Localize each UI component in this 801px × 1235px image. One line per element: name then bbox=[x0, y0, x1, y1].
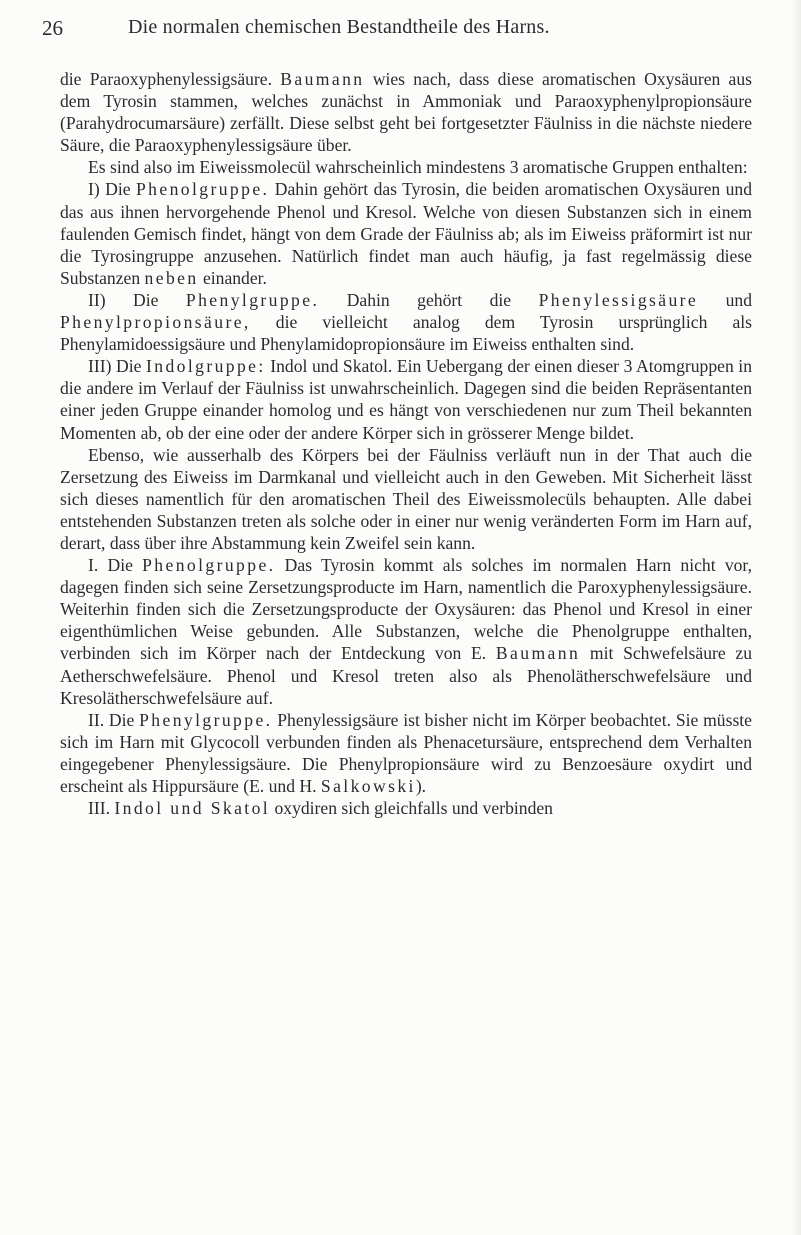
text-run: I) Die bbox=[88, 179, 136, 200]
body-text bbox=[60, 68, 752, 819]
paragraph bbox=[60, 355, 752, 443]
author-name: Baumann bbox=[495, 643, 581, 664]
text-run: einander. bbox=[198, 267, 267, 288]
emphasis: Phenylessigsäure bbox=[538, 289, 699, 310]
text-run: die vielleicht analog dem Tyrosin ursprünglich als Phenylamidoessigsäure und Phenylamidopropionsäure im Eiweiss enthalten sind. bbox=[60, 312, 752, 355]
text-run: mit Schwefelsäure zu Aetherschwefelsäure. Phenol und Kresol treten also als Phenolätherschwefelsäure und Kresolätherschwefelsäure auf. bbox=[60, 643, 752, 708]
text-run: I. Die bbox=[88, 555, 143, 576]
text-run: Phenylessigsäure ist bisher nicht im Körper beobachtet. Sie müsste sich im Harn mit Glycocoll verbunden finden als Phenacetursäure, entsprechend dem Verhalten eingegebener Phenylessigsäure. Die Phenylpropionsäure wird zu Benzoesäure oxydirt und erscheint als Hippursäure (E. und H. bbox=[60, 709, 752, 796]
text-run: Dahin gehört das Tyrosin, die beiden aromatischen Oxysäuren und das aus ihnen hervorgehende Phenol und Kresol. Welche von diesen Substanzen sich in einem faulenden Gemisch findet, hängt von dem Grade der Fäulniss ab; als im Eiweiss präformirt ist nur die Tyrosingruppe anzusehen. Natürlich findet man auch häufig, ja fast regelmässig diese Substanzen bbox=[60, 179, 753, 288]
paragraph bbox=[60, 797, 752, 819]
paragraph bbox=[60, 289, 752, 355]
text-run: oxydiren sich gleichfalls und verbinden bbox=[270, 798, 553, 819]
page-header bbox=[42, 16, 742, 46]
section-heading: Phenylgruppe. bbox=[139, 709, 273, 730]
section-heading: Indol und Skatol bbox=[114, 798, 271, 819]
emphasis: Phenylpropionsäure, bbox=[60, 312, 251, 333]
text-run: und bbox=[698, 289, 753, 310]
paragraph bbox=[60, 156, 752, 178]
page-number: 26 bbox=[42, 16, 63, 40]
section-heading: Phenylgruppe. bbox=[185, 289, 320, 310]
page-edge-shadow bbox=[791, 0, 801, 1235]
running-title: Die normalen chemischen Bestandtheile des Harns. bbox=[128, 16, 550, 38]
text-run: III) Die bbox=[88, 356, 146, 377]
text-run: Dahin gehört die bbox=[319, 289, 539, 310]
section-heading: Phenolgruppe. bbox=[142, 555, 276, 576]
text-run: die Paraoxyphenylessigsäure. bbox=[60, 69, 281, 89]
paragraph bbox=[60, 444, 752, 554]
paragraph bbox=[60, 68, 752, 156]
section-heading: Phenolgruppe. bbox=[136, 179, 270, 200]
text-run: Indol und Skatol. Ein Uebergang der einen dieser 3 Atomgruppen in die andere im Verlauf der Fäulniss ist unwahrscheinlich. Dagegen sind die beiden Repräsentanten einer jeden Gruppe einander homolog und es hängt von verschiedenen nur zum Theil bekannten Momenten ab, ob der eine oder der andere Körper sich in grösserer Menge bildet. bbox=[60, 356, 752, 443]
text-run: II. Die bbox=[88, 709, 140, 730]
text-run: Es sind also im Eiweissmolecül wahrscheinlich mindestens 3 aromatische Gruppen enthalten: bbox=[88, 157, 748, 178]
text-run: Ebenso, wie ausserhalb des Körpers bei der Fäulniss verläuft nun in der That auch die Zersetzung des Eiweiss im Darmkanal und vielleicht auch in den Geweben. Mit Sicherheit lässt sich dieses namentlich für den aromatischen Theil des Eiweissmolecüls behaupten. Alle dabei entstehenden Substanzen treten als solche oder in einer nur wenig veränderten Form im Harn auf, derart, dass über ihre Abstammung kein Zweifel sein kann. bbox=[60, 444, 752, 553]
emphasis: neben bbox=[144, 267, 199, 288]
paragraph bbox=[60, 554, 752, 709]
text-run: ). bbox=[415, 776, 427, 796]
paragraph bbox=[60, 709, 752, 797]
text-run: III. bbox=[88, 798, 115, 819]
author-name: Salkowski bbox=[320, 776, 416, 796]
text-run: II) Die bbox=[88, 289, 186, 310]
text-run: wies nach, dass diese aromatischen Oxysäuren aus dem Tyrosin stammen, welches zunächst in Ammoniak und Paraoxyphenylpropionsäure (Parahydrocumarsäure) zerfällt. Diese selbst geht bei fortgesetzter Fäulniss in die nächste niedere Säure, die Paraoxyphenylessigsäure über. bbox=[60, 69, 752, 156]
author-name: Baumann bbox=[280, 69, 365, 89]
paragraph bbox=[60, 178, 752, 288]
text-run: Das Tyrosin kommt als solches im normalen Harn nicht vor, dagegen finden sich seine Zersetzungsproducte im Harn, namentlich die Paroxyphenylessigsäure. Weiterhin finden sich die Zersetzungsproducte der Oxysäuren: das Phenol und Kresol in einer eigenthümlichen Weise gebunden. Alle Substanzen, welche die Phenolgruppe enthalten, verbinden sich im Körper nach der Entdeckung von E. bbox=[60, 555, 752, 664]
section-heading: Indolgruppe: bbox=[146, 356, 266, 377]
